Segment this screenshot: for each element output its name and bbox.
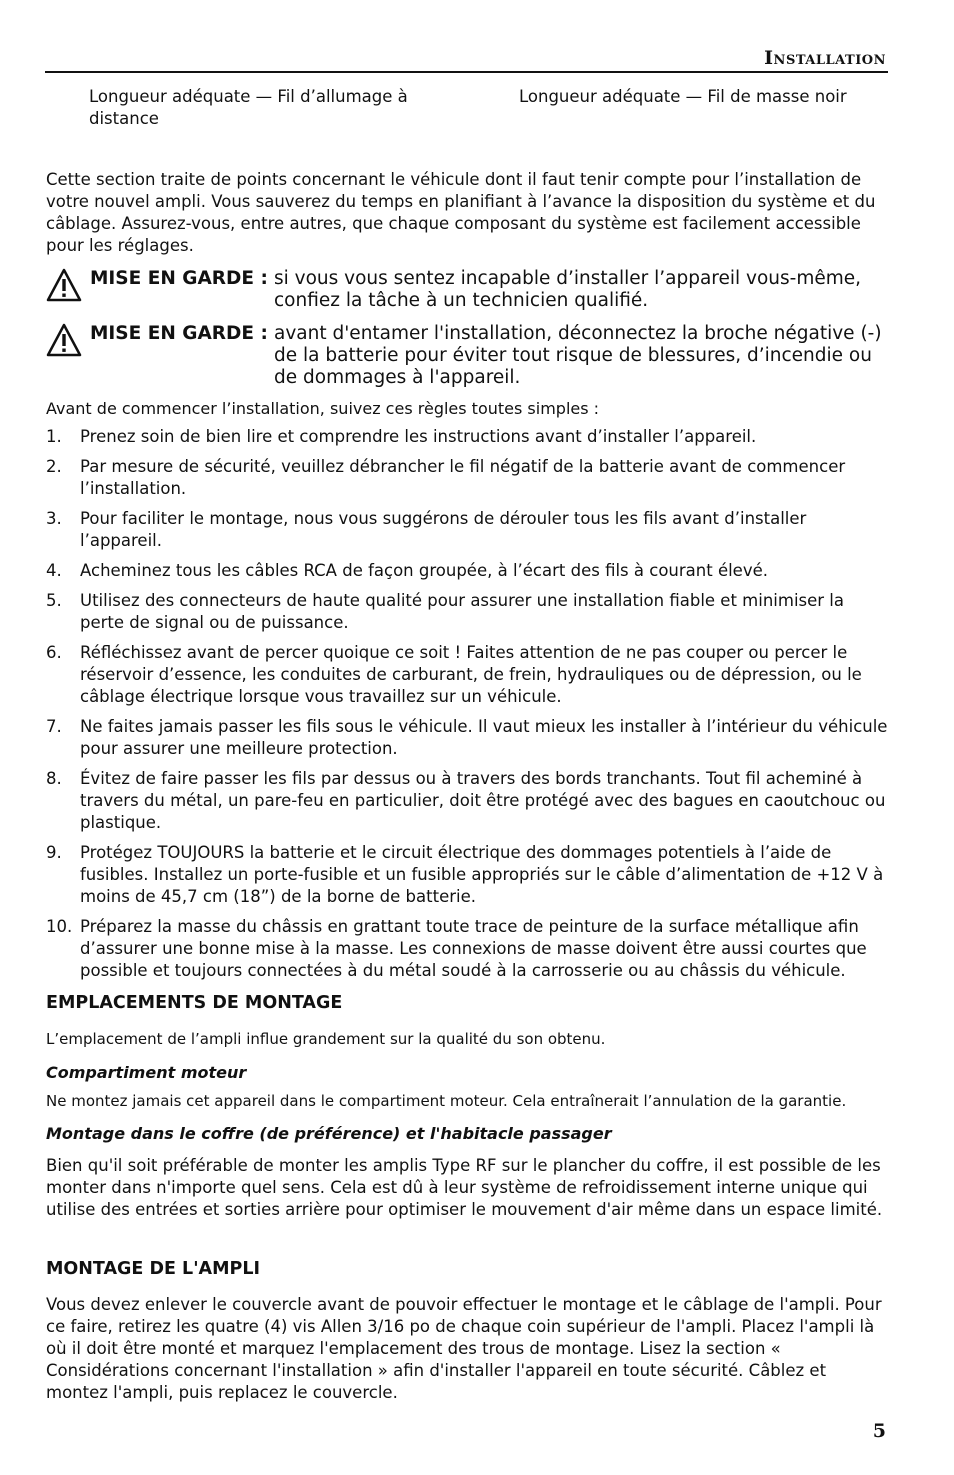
section-title: Installation <box>764 47 886 69</box>
engine-heading: Compartiment moteur <box>46 1063 247 1082</box>
list-number: 1. <box>46 427 62 446</box>
mounting-intro: L’emplacement de l’ampli influe grandement sur la qualité du son obtenu. <box>46 1030 606 1048</box>
rules-list <box>46 426 888 990</box>
list-text: Ne faites jamais passer les fils sous le véhicule. Il vaut mieux les installer à l’intérieur du véhicule pour assurer une meilleure protection. <box>80 717 888 758</box>
list-number: 6. <box>46 643 62 662</box>
list-text: Protégez TOUJOURS la batterie et le circuit électrique des dommages potentiels à l’aide de fusibles. Installez un porte-fusible et un fusible appropriés sur le câble d’alimentation de +12 V à moins de 45,7 cm (18”) de la borne de batterie. <box>80 843 884 906</box>
list-text: Réfléchissez avant de percer quoique ce soit ! Faites attention de ne pas couper ou percer le réservoir d’essence, les conduites de carburant, de frein, hydrauliques ou de dépression, ou le câblage électrique lorsque vous travaillez sur un véhicule. <box>80 643 862 706</box>
list-number: 2. <box>46 457 62 476</box>
list-text: Pour faciliter le montage, nous vous suggérons de dérouler tous les fils avant d’installer l’appareil. <box>80 509 807 550</box>
list-item <box>46 842 888 908</box>
mounting-heading: EMPLACEMENTS DE MONTAGE <box>46 993 343 1013</box>
list-text: Préparez la masse du châssis en grattant toute trace de peinture de la surface métallique afin d’assurer une bonne mise à la masse. Les connexions de masse doivent être aussi courtes que possible et toujours connectées à du métal soudé à la carrosserie ou au châssis du véhicule. <box>80 917 867 980</box>
list-text: Utilisez des connecteurs de haute qualité pour assurer une installation fiable et minimiser la perte de signal ou de puissance. <box>80 591 844 632</box>
amp-mounting-heading: MONTAGE DE L'AMPLI <box>46 1259 260 1279</box>
wire-label-remote: Longueur adéquate — Fil d’allumage à distance <box>89 87 408 128</box>
list-number: 10. <box>46 917 73 936</box>
wire-label-ground: Longueur adéquate — Fil de masse noir <box>519 87 847 106</box>
header-divider <box>45 71 888 73</box>
list-number: 3. <box>46 509 62 528</box>
warning-label: MISE EN GARDE : <box>90 268 268 289</box>
warning-triangle-icon <box>46 323 82 357</box>
page-number: 5 <box>872 1420 886 1442</box>
list-text: Acheminez tous les câbles RCA de façon groupée, à l’écart des fils à courant élevé. <box>80 561 768 580</box>
list-item <box>46 642 888 708</box>
warning-text: si vous vous sentez incapable d’installer l’appareil vous-même, confiez la tâche à un technicien qualifié. <box>274 268 862 311</box>
list-number: 4. <box>46 561 62 580</box>
list-number: 8. <box>46 769 62 788</box>
intro-paragraph: Cette section traite de points concernant le véhicule dont il faut tenir compte pour l’installation de votre nouvel ampli. Vous sauverez du temps en planifiant à l’avance la disposition du système et du câblage. Assurez-vous, entre autres, que chaque composant du système est facilement accessible pour les réglages. <box>46 170 876 255</box>
list-text: Par mesure de sécurité, veuillez débrancher le fil négatif de la batterie avant de commencer l’installation. <box>80 457 846 498</box>
warning-block-1 <box>46 268 888 314</box>
trunk-heading: Montage dans le coffre (de préférence) et l'habitacle passager <box>46 1124 612 1143</box>
trunk-text: Bien qu'il soit préférable de monter les amplis Type RF sur le plancher du coffre, il est possible de les monter dans n'importe quel sens. Cela est dû à leur système de refroidissement interne unique qui utilise des entrées et sorties arrière pour optimiser le mouvement d'air même dans un espace limité. <box>46 1156 883 1219</box>
amp-mounting-text: Vous devez enlever le couvercle avant de pouvoir effectuer le montage et le câblage de l'ampli. Pour ce faire, retirez les quatre (4) vis Allen 3/16 po de chaque coin supérieur de l'ampli. Placez l'ampli là où il doit être monté et marquez l'emplacement des trous de montage. Lisez la section « Considérations concernant l'installation » afin d'installer l'appareil en toute sécurité. Câblez et montez l'ampli, puis replacez le couvercle. <box>46 1295 882 1402</box>
warning-block-2 <box>46 323 888 391</box>
list-item <box>46 916 888 982</box>
warning-triangle-icon <box>46 268 82 302</box>
rules-intro: Avant de commencer l’installation, suivez ces règles toutes simples : <box>46 399 600 418</box>
list-text: Prenez soin de bien lire et comprendre les instructions avant d’installer l’appareil. <box>80 427 757 446</box>
list-number: 5. <box>46 591 62 610</box>
warning-text: avant d'entamer l'installation, déconnectez la broche négative (-) de la batterie pour éviter tout risque de blessures, d’incendie ou de dommages à l'appareil. <box>274 323 882 388</box>
list-number: 7. <box>46 717 62 736</box>
list-item <box>46 590 888 634</box>
list-number: 9. <box>46 843 62 862</box>
engine-text: Ne montez jamais cet appareil dans le compartiment moteur. Cela entraînerait l’annulation de la garantie. <box>46 1092 847 1110</box>
list-item <box>46 426 888 448</box>
list-item <box>46 560 888 582</box>
warning-label: MISE EN GARDE : <box>90 323 268 344</box>
list-text: Évitez de faire passer les fils par dessus ou à travers des bords tranchants. Tout fil acheminé à travers du métal, un pare-feu en particulier, doit être protégé avec des bagues en caoutchouc ou plastique. <box>80 769 886 832</box>
list-item <box>46 768 888 834</box>
list-item <box>46 716 888 760</box>
list-item <box>46 456 888 500</box>
list-item <box>46 508 888 552</box>
